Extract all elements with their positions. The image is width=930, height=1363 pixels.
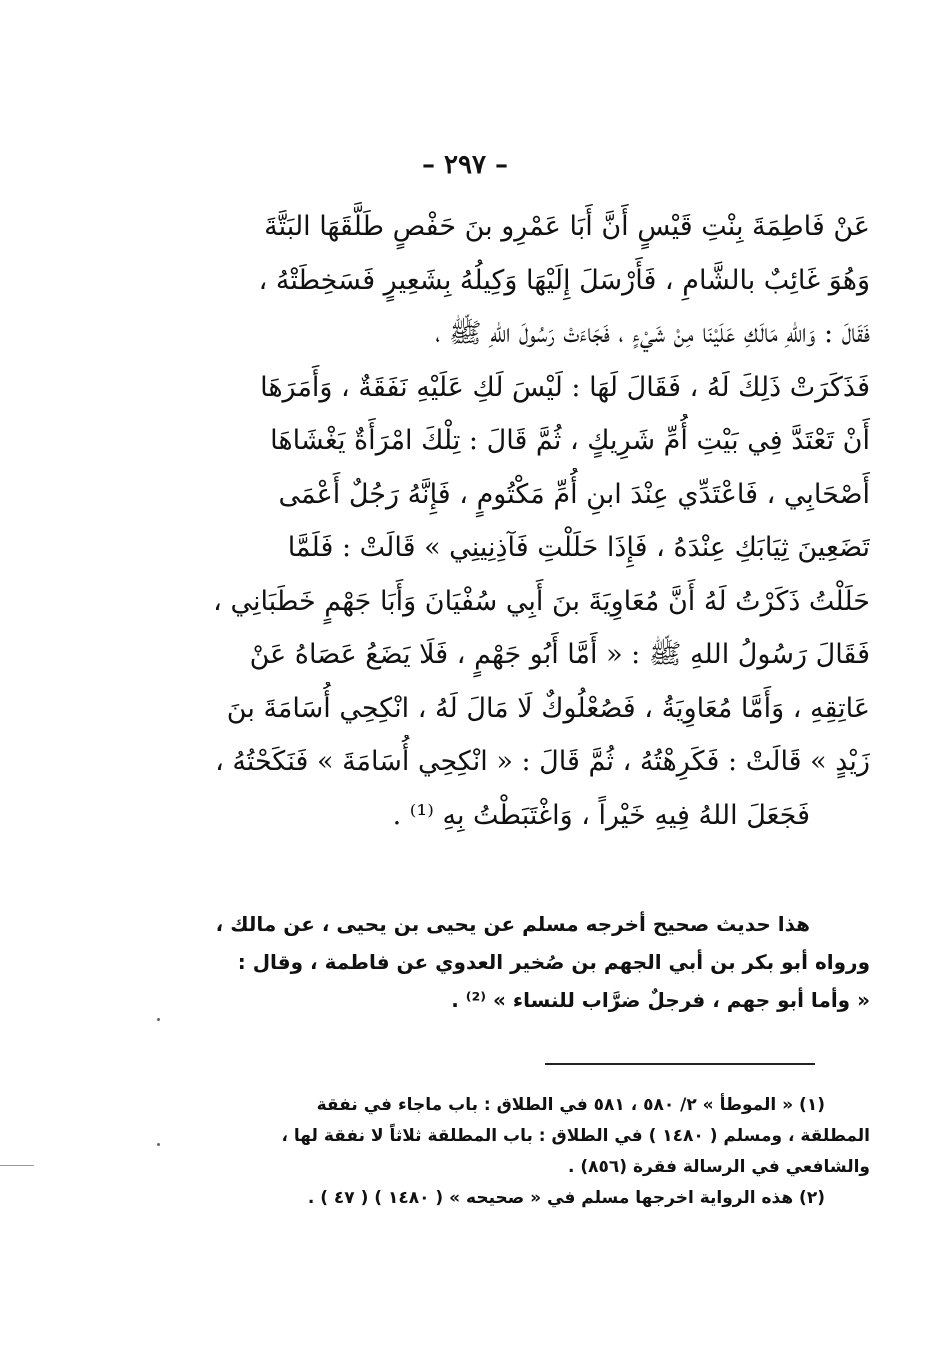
scan-speck — [157, 1018, 160, 1021]
commentary-line: هذا حديث صحيح أخرجه مسلم عن يحيى بن يحيى ، عن مالك ، — [215, 912, 810, 936]
text-line: فَذَكَرَتْ ذَلِكَ لَهُ ، فَقَالَ لَهَا : لَيْسَ لَكِ عَلَيْهِ نَفَقَةٌ ، وَأَمَرَهَا — [260, 371, 870, 403]
text-line-last: فَجَعَلَ اللهُ فِيهِ خَيْراً ، وَاغْتَبَطْتُ بِهِ ⁽¹⁾ . — [392, 799, 810, 831]
text-line: حَلَلْتُ ذَكَرْتُ لَهُ أَنَّ مُعَاوِيَةَ بنَ أَبِي سُفْيَانَ وَأَبَا جَهْمٍ خَطَبَانِي ، — [213, 585, 870, 617]
commentary-line: « وأما أبو جهم ، فرجلٌ ضرَّاب للنساء » ⁽²⁾ . — [451, 988, 870, 1012]
page-number: – ٢٩٧ – — [421, 150, 509, 180]
text-line: أَنْ تَعْتَدَّ فِي بَيْتِ أُمِّ شَرِيكٍ ، ثُمَّ قَالَ : تِلْكَ امْرَأَةٌ يَغْشَاهَا — [270, 425, 870, 456]
hadith-text — [145, 200, 870, 842]
text-line: عَاتِقِهِ ، وَأَمَّا مُعَاوِيَةُ ، فَصُعْلُوكٌ لَا مَالَ لَهُ ، انْكِحِي أُسَامَةَ بنَ — [226, 692, 870, 724]
scan-edge-mark — [0, 1165, 34, 1166]
commentary-line: ورواه أبو بكر بن أبي الجهم بن صُخير العدوي عن فاطمة ، وقال : — [237, 950, 870, 974]
text-line: أَصْحَابِي ، فَاعْتَدِّي عِنْدَ ابنِ أُمِّ مَكْتُومٍ ، فَإِنَّهُ رَجُلٌ أَعْمَى — [278, 478, 870, 510]
text-line: فَقَالَ رَسُولُ اللهِ ﷺ : « أَمَّا أَبُو جَهْمٍ ، فَلَا يَضَعُ عَصَاهُ عَنْ — [249, 639, 870, 670]
footnotes-block — [145, 1090, 870, 1214]
footnote-line: والشافعي في الرسالة فقرة (٨٥٦) . — [567, 1157, 870, 1177]
text-line: عَنْ فَاطِمَةَ بِنْتِ قَيْسٍ أَنَّ أَبَا عَمْرِو بنَ حَفْصٍ طَلَّقَهَا البَتَّةَ — [264, 211, 870, 242]
footnote-separator — [545, 1063, 815, 1065]
footnote-line: المطلقة ، ومسلم ( ١٤٨٠ ) في الطلاق : باب المطلقة ثلاثاً لا نفقة لها ، — [281, 1126, 870, 1146]
text-line: فَقَالَ : وَاللهِ مَالَكِ عَلَيْنَا مِنْ شَيْءٍ ، فَجَاءَتْ رَسُولَ اللهِ ﷺ ، — [435, 318, 870, 349]
scan-speck — [157, 1143, 160, 1146]
text-line: تَضَعِينَ ثِيَابَكِ عِنْدَهُ ، فَإِذَا حَلَلْتِ فَآذِنِينِي » قَالَتْ : فَلَمَّا — [287, 532, 870, 563]
footnote-line: (٢) هذه الرواية اخرجها مسلم في « صحيحه » ( ١٤٨٠ ) ( ٤٧ ) . — [307, 1188, 825, 1208]
text-line: وَهُوَ غَائِبٌ بالشَّامِ ، فَأَرْسَلَ إِلَيْهَا وَكِيلُهُ بِشَعِيرٍ فَسَخِطَتْهُ ، — [258, 264, 870, 296]
text-line: زَيْدٍ » قَالَتْ : فَكَرِهْتُهُ ، ثُمَّ قَالَ : « انْكِحِي أُسَامَةَ » فَنَكَحْتُهُ ، — [215, 746, 870, 777]
commentary-block — [145, 905, 870, 1019]
footnote-line: (١) « الموطأ » ٢/ ٥٨٠ ، ٥٨١ في الطلاق : باب ماجاء في نفقة — [316, 1095, 825, 1115]
